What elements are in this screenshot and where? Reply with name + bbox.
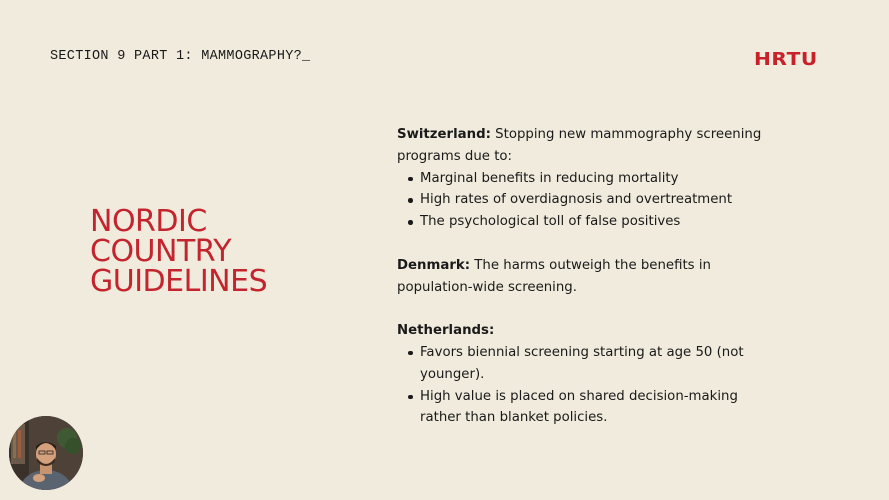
page-title [90,204,268,299]
denmark-paragraph [397,255,777,299]
bullet-text: younger). [420,366,485,382]
list-item: High rates of overdiagnosis and overtreatment [420,189,777,211]
bullet-text: High value is placed on shared decision-making [420,388,738,404]
denmark-heading: Denmark: [397,257,471,273]
list-item: The psychological toll of false positives [420,211,777,233]
brand-logo: HRTU [754,49,818,70]
switzerland-heading: Switzerland: [397,127,491,142]
switzerland-bullets [397,168,777,233]
list-item [420,342,777,386]
section-label: SECTION 9 PART 1: MAMMOGRAPHY?_ [50,49,311,64]
switzerland-text-2: programs due to: [397,148,513,164]
presenter-video-icon [9,416,83,490]
bullet-text: rather than blanket policies. [420,410,608,426]
netherlands-paragraph [397,320,777,342]
guidelines-content [397,124,777,429]
netherlands-heading: Netherlands: [397,323,495,339]
title-line-1: NORDIC [90,204,207,239]
switzerland-text-1: Stopping new mammography screening [490,127,762,142]
list-item [420,386,777,430]
switzerland-paragraph [397,124,777,168]
bullet-text: Favors biennial screening starting at age 50 (not [420,344,744,360]
denmark-text-2: population-wide screening. [397,279,577,295]
presenter-avatar [9,416,83,490]
list-item: Marginal benefits in reducing mortality [420,168,777,190]
title-line-3: GUIDELINES [90,264,268,299]
title-line-2: COUNTRY [90,234,232,269]
denmark-text-1: The harms outweigh the benefits in [470,257,711,273]
netherlands-bullets [397,342,777,429]
